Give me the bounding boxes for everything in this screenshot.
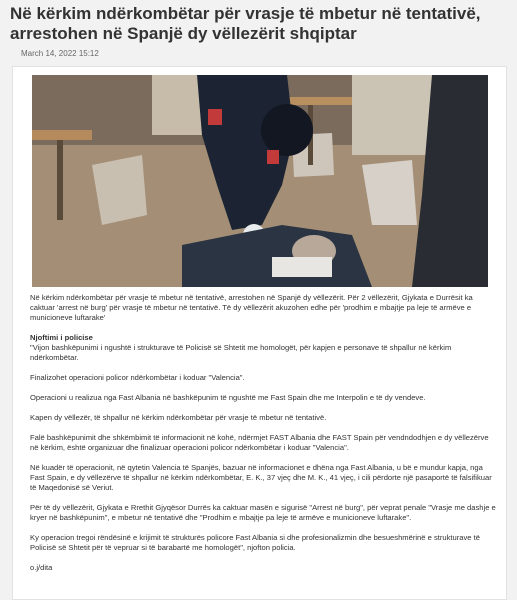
article-paragraph: Për të dy vëllezërit, Gjykata e Rrethit Gjyqësor Durrës ka caktuar masën e sigurisë "Arrest në burg", për veprat penale "Vrasje me dashje e kryer në bashkëpunim", e mbetur në tentativë dhe "Prodhim e mbajtje pa leje të armëve e municioneve luftarake".	[30, 503, 496, 522]
article-card	[12, 66, 507, 600]
article-paragraph: Ky operacion tregoi rëndësinë e krijimit të strukturës policore Fast Albania si dhe profesionalizmin dhe besueshmërinë e strukturave të Policisë së Shtetit për të vepruar si të barabartë me homologët", njofton policia.	[30, 533, 480, 552]
article-body	[30, 293, 496, 583]
article-title: Në kërkim ndërkombëtar për vrasje të mbetur në tentativë, arrestohen në Spanjë dy vëllezërit shqiptar	[10, 4, 481, 43]
article-paragraph: Në kërkim ndërkombëtar për vrasje të mbetur në tentativë, arrestohen në Spanjë dy vëllezërit. Për 2 vëllezërit, Gjykata e Durrësit ka caktuar 'arrest në burg' për vrasje të mbetur në tentativë. Të dy vëllezërit akuzohen edhe për 'prodhim e mbajtje pa leje të armëve e municioneve luftarake'	[30, 293, 473, 322]
article-paragraph: Operacioni u realizua nga Fast Albania në bashkëpunim të ngushtë me Fast Spain dhe me Interpolin e të dy vendeve.	[30, 393, 426, 402]
article-header	[0, 0, 517, 61]
article-date: March 14, 2022 15:12	[21, 49, 99, 58]
article-photo	[32, 75, 488, 287]
article-paragraph: Kapen dy vëllezër, të shpallur në kërkim ndërkombëtar për vrasje të mbetur në tentativë.	[30, 413, 327, 422]
article-subheading: Njoftimi i policise	[30, 333, 93, 342]
article-signature: o.j/dita	[30, 563, 53, 572]
article-paragraph: Falë bashkëpunimit dhe shkëmbimit të informacionit në kohë, ndërmjet FAST Albania dhe FAST Spain për vendndodhjen e dy vëllezërve në kërkim, është organizuar dhe finalizuar operacioni policor ndërkombëtar i koduar "Valencia".	[30, 433, 489, 452]
article-paragraph: "Vijon bashkëpunimi i ngushtë i strukturave të Policisë së Shtetit me homologët, për kapjen e personave të shpallur në kërkim ndërkombëtar.	[30, 343, 452, 362]
article-paragraph: Finalizohet operacioni policor ndërkombëtar i koduar "Valencia".	[30, 373, 245, 382]
photo-illustration	[32, 75, 488, 287]
article-paragraph: Në kuadër të operacionit, në qytetin Valencia të Spanjës, bazuar në informacionet e dhëna nga Fast Albania, u bë e mundur kapja, nga Fast Spain, e dy vëllezërve të shpallur në kërkim ndërkombëtar, E. K., 37 vjeç dhe M. K., 41 vjeç, i cili përdorte një pasaportë të falsifikuar të Maqedonisë së Veriut.	[30, 463, 492, 492]
